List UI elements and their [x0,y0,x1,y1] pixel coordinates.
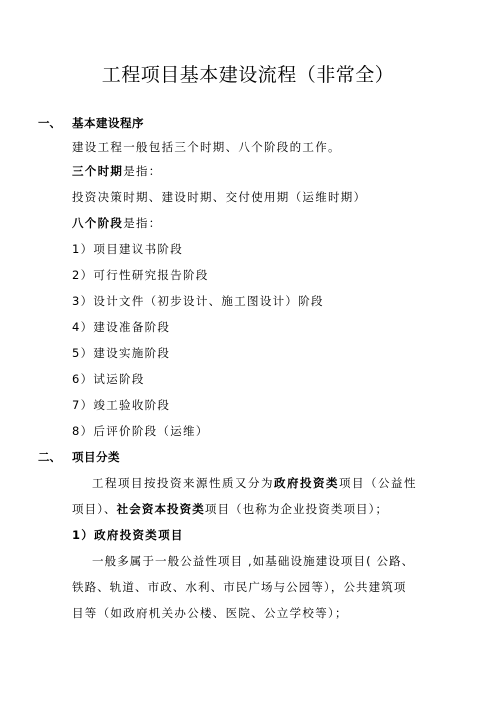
document-title: 工程项目基本建设流程（非常全） [101,64,395,86]
periods-label [72,162,162,180]
para-1-bold-gov: 政府投资类 [274,476,339,490]
section-2-para-1-line-2 [72,500,388,518]
para-1-text-d: 项目）、 [72,502,117,516]
stages-bold: 八个阶段 [72,216,124,230]
section-1-intro: 建设工程一般包括三个时期、八个阶段的工作。 [72,140,341,154]
section-2-para-2-line-3: 目等（如政府机关办公楼、医院、公立学校等）； [72,606,348,620]
section-2-heading: 项目分类 [72,450,120,464]
stage-item-8: 8）后评价阶段（运维） [72,424,209,438]
periods-suffix: 是指： [123,164,162,178]
section-2-para-2-line-1: 一般多属于一般公益性项目 ,如基础设施建设项目( 公路、 [92,554,415,568]
para-1-text-c: 项目（公益性 [339,476,417,490]
section-1-number: 一、 [38,116,61,130]
stage-item-2: 2）可行性研究报告阶段 [72,268,209,282]
stage-item-3: 3）设计文件（初步设计、施工图设计）阶段 [72,294,324,308]
section-2-number: 二、 [38,450,61,464]
subheading-gov-projects: 1）政府投资类项目 [72,528,184,542]
stage-item-1: 1）项目建议书阶段 [72,242,184,256]
stages-suffix: 是指： [123,216,162,230]
para-1-bold-social: 社会资本投资类 [116,502,205,516]
para-1-text-f: 项目（也称为企业投资类项目）； [204,502,389,516]
stage-item-4: 4）建设准备阶段 [72,320,171,334]
stage-item-7: 7）竣工验收阶段 [72,398,171,412]
stage-item-6: 6）试运阶段 [72,372,145,386]
section-2-para-2-line-2: 铁路、轨道、市政、水利、市民广场与公园等），公共建筑项 [72,580,407,594]
section-2-para-1-line-1 [92,474,417,492]
periods-list: 投资决策时期、建设时期、交付使用期（运维时期） [72,190,367,204]
para-1-text-a: 工程项目按投资来源性质又分为 [92,476,274,490]
periods-bold: 三个时期 [72,164,124,178]
stage-item-5: 5）建设实施阶段 [72,346,171,360]
stages-label [72,214,162,232]
section-1-heading: 基本建设程序 [72,116,144,130]
